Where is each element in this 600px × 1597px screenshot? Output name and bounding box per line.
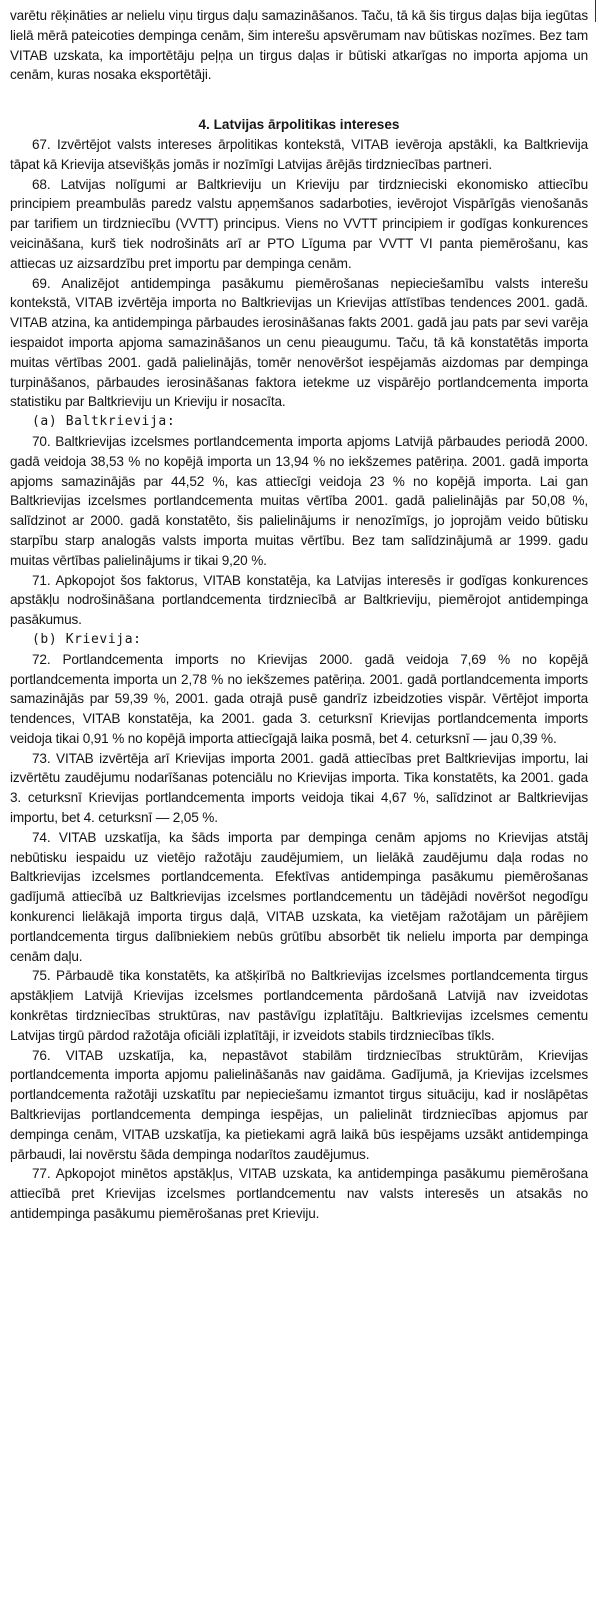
paragraph-72: 72. Portlandcementa imports no Krievijas 2000. gadā veidoja 7,69 % no kopējā portlandcementa importa un 2,78 % no iekšzemes patēriņa. 2001. gadā portlandcementa imports samazinājās par 59,39 %, 2001. gada otrajā pusē gandrīz izbeidzoties vispār. Vērtējot importa tendences, VITAB konstatēja, ka 2001. gada 3. ceturksnī Krievijas portlandcementa imports veidoja tikai 0,91 % no kopējā importa attiecīgajā laika posmā, bet 4. ceturksnī — jau 0,39 %. bbox=[10, 651, 588, 746]
paragraph-68: 68. Latvijas nolīgumi ar Baltkrieviju un Krieviju par tirdznieciski ekonomisko attiecību principiem preambulās paredz valstu apņemšanos sadarboties, ievērojot Vispārīgās vienošanās par tarifiem un tirdzniecību (VVTT) principus. Viens no VVTT principiem ir godīgas konkurences veicināšana, kurš tiek nodrošināts arī ar PTO Līguma par VVTT VI panta piemērošanu, kas attiecas uz aizsardzību pret importu par dempinga cenām. bbox=[10, 176, 588, 271]
subsection-label-belarus: (a) Baltkrievija: bbox=[32, 414, 176, 430]
paragraph-67: 67. Izvērtējot valsts intereses ārpolitikas kontekstā, VITAB ievēroja apstākli, ka Baltkrievija tāpat kā Krievija atsevišķās jomās ir nozīmīgi Latvijas ārējās tirdzniecības partneri. bbox=[10, 136, 588, 172]
paragraph-70: 70. Baltkrievijas izcelsmes portlandcementa importa apjoms Latvijā pārbaudes periodā 2000. gadā veidoja 38,53 % no kopējā importa un 13,94 % no iekšzemes patēriņa. 2001. gadā importa apjoms samazinājās par 44,52 %, kas attiecīgi veidoja 23 % no kopējā importa. Lai gan Baltkrievijas izcelsmes portlandcementa muitas vērtība 2001. gadā palielinājās par 50,08 %, salīdzinot ar 2000. gadā konstatēto, šis palielinājums ir nenozīmīgs, jo joprojām veido būtisku starpību starp analogās valsts importa muitas vērtību. Bez tam salīdzinājumā ar 1999. gadu muitas vērtības palielinājums ir tikai 9,20 %. bbox=[10, 433, 588, 568]
paragraph-77: 77. Apkopojot minētos apstākļus, VITAB uzskata, ka antidempinga pasākumu piemērošana attiecībā pret Krievijas izcelsmes portlandcementu nav valsts interesēs un atsakās no antidempinga pasākumu piemērošanas pret Krieviju. bbox=[10, 1166, 588, 1222]
paragraph-71: 71. Apkopojot šos faktorus, VITAB konstatēja, ka Latvijas interesēs ir godīgas konkurences apstākļu nodrošināšana portlandcementa tirdzniecībā ar Baltkrieviju, piemērojot antidempinga pasākumus. bbox=[10, 572, 588, 628]
paragraph-73: 73. VITAB izvērtēja arī Krievijas importa 2001. gadā attiecības pret Baltkrievijas importu, lai izvērtētu zaudējumu nodarīšanas potenciālu no Krievijas importa. Tika konstatēts, ka 2001. gada 3. ceturksnī Krievijas portlandcementa imports veidoja tikai 4,67 %, salīdzinot ar Baltkrievijas importu, bet 4. ceturksnī — 2,05 %. bbox=[10, 750, 588, 826]
margin-rule bbox=[595, 0, 596, 22]
intro-paragraph: varētu rēķināties ar nelielu viņu tirgus daļu samazināšanos. Taču, tā kā šis tirgus daļas bija iegūtas lielā mērā pateicoties dempinga cenām, šim interešu apsvērumam nav būtiskas nozīmes. Bez tam VITAB uzskata, ka importētāju peļņa un tirgus daļas ir būtiski atkarīgas no importa apjoma un cenām, kuras nosaka eksportētāji. bbox=[10, 8, 588, 83]
paragraph-76: 76. VITAB uzskatīja, ka, nepastāvot stabilām tirdzniecības struktūrām, Krievijas portlandcementa importa apjomu palielināšanās nav gaidāma. Gadījumā, ja Krievijas izcelsmes portlandcementa ražotāji uzskatītu par nepieciešamu izmantot tirgus situāciju, kad ir noslāpētas Baltkrievijas portlandcementa dempinga iespējas, un palielināt tirdzniecības apjomus par dempinga cenām, VITAB uzskatīja, ka pietiekami agrā laikā būs iespējams uzsākt antidempinga pārbaudi, lai novērstu šāda dempinga nodarītos zaudējumus. bbox=[10, 1047, 588, 1162]
section-heading: 4. Latvijas ārpolitikas intereses bbox=[198, 117, 400, 133]
paragraph-69: 69. Analizējot antidempinga pasākumu piemērošanas nepieciešamību valsts interešu kontekstā, VITAB izvērtēja importa no Baltkrievijas un Krievijas attīstības tendences 2001. gadā. VITAB atzina, ka antidempinga pārbaudes ierosināšanas fakts 2001. gadā jau pats par sevi varēja iespaidot importa apjoma samazināšanos un cenu pieaugumu. Taču, tā kā konstatētās importa muitas vērtības 2001. gadā palielinājās, tomēr nenovēršot iespējamās aizdomas par dempinga turpināšanos, pārbaudes ierosināšanas faktora ietekme uz vispārējo portlandcementa importa statistiku par Baltkrieviju un Krieviju ir nosacīta. bbox=[10, 275, 588, 410]
paragraph-74: 74. VITAB uzskatīja, ka šāds importa par dempinga cenām apjoms no Krievijas atstāj nebūtisku iespaidu uz vietējo ražotāju zaudējumiem, un lielākā zaudējumu daļa rodas no Baltkrievijas izcelsmes portlandcementa. Efektīvas antidempinga pasākumu piemērošanas gadījumā attiecībā uz Baltkrievijas izcelsmes portlandcementu un tādējādi novēršot negodīgu konkurenci lielākajā importa tirgus daļā, VITAB uzskata, ka vietējam ražotājam un pārējiem portlandcementa tirgus dalībniekiem nebūs grūtību absorbēt tik nelielu importa par dempinga cenām daļu. bbox=[10, 829, 588, 964]
paragraph-75: 75. Pārbaudē tika konstatēts, ka atšķirībā no Baltkrievijas izcelsmes portlandcementa tirgus apstākļiem Latvijā Krievijas izcelsmes portlandcementa pārdošanā Latvijā nav izveidotas konkrētas tirdzniecības struktūras, nav pastāvīgu izplatītāju. Baltkrievijas izcelsmes cementu Latvijas tirgū pārdod ražotāja oficiāli izplatītāji, ir izveidots stabils tirdzniecības tīkls. bbox=[10, 968, 588, 1043]
subsection-label-russia: (b) Krievija: bbox=[32, 631, 142, 647]
